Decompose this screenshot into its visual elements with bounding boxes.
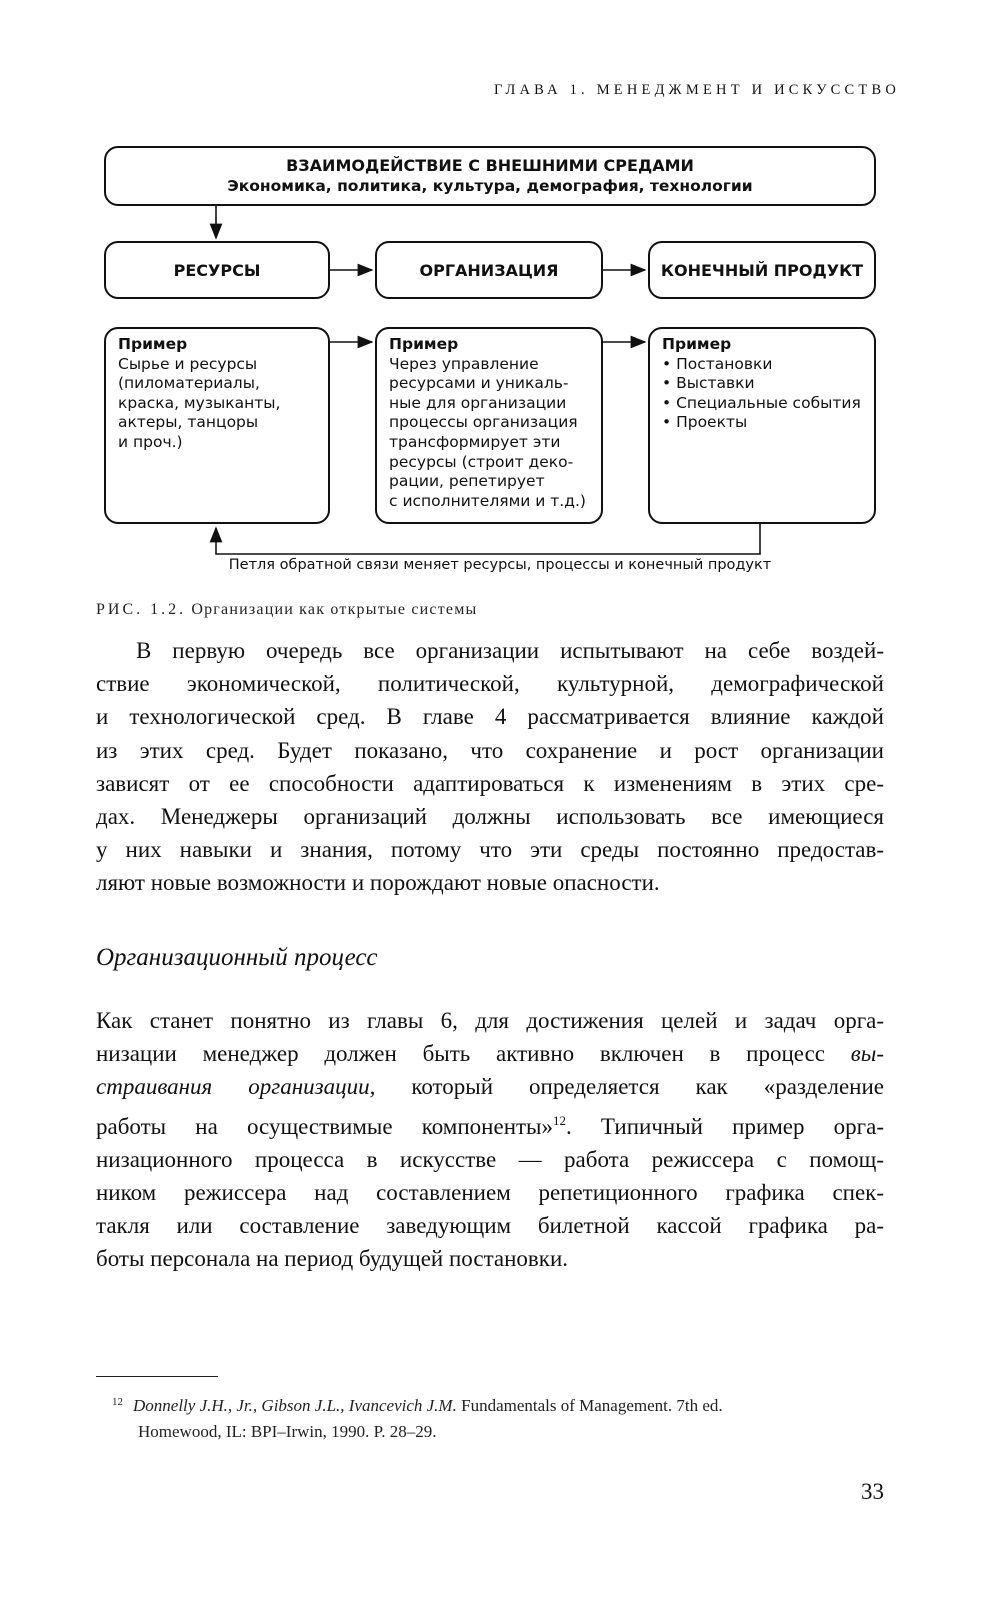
example-line: • Специальные события — [662, 393, 861, 412]
example-line: актеры, танцоры — [118, 413, 259, 432]
figure-caption — [96, 601, 477, 619]
text-line: дах. Менеджеры организаций должны использовать все имеющиеся — [96, 804, 884, 830]
example-title: Пример — [662, 335, 732, 353]
footnote-number: 12 — [112, 1396, 123, 1408]
text-line: низационного процесса в искусстве — работа режиссера с помощ- — [96, 1146, 884, 1172]
example-box-product — [648, 327, 876, 524]
example-line: краска, музыканты, — [118, 393, 281, 412]
footnote — [112, 1389, 887, 1445]
text-line: В первую очередь все организации испытывают на себе воздей- — [136, 638, 884, 663]
text-run: низации менеджер должен быть активно включен в процесс — [96, 1041, 825, 1067]
example-line: • Постановки — [662, 354, 773, 373]
text-line: из этих сред. Будет показано, что сохранение и рост организации — [96, 737, 884, 763]
text-line: ляют новые возможности и порождают новые опасности. — [96, 870, 660, 896]
example-line: (пиломатериалы, — [118, 374, 260, 393]
footnote-reference[interactable]: 12 — [553, 1112, 567, 1128]
text-run: . Типичный пример орга- — [566, 1113, 884, 1139]
example-line: трансформирует эти — [389, 432, 561, 451]
open-systems-diagram — [0, 0, 1000, 600]
paragraph-environments — [96, 634, 884, 900]
example-box-organization — [375, 327, 603, 524]
stage-heading-organization: ОРГАНИЗАЦИЯ — [375, 241, 603, 299]
example-line: ресурсы (строит деко- — [389, 452, 574, 471]
example-line: Через управление — [389, 354, 539, 373]
feedback-loop-label: Петля обратной связи меняет ресурсы, процессы и конечный продукт — [228, 557, 772, 573]
emphasis-run: вы- — [850, 1041, 884, 1067]
example-line: ные для организации — [389, 393, 567, 412]
footnote-authors: Donnelly J.H., Jr., Gibson J.L., Ivancevich J.M. — [133, 1396, 457, 1415]
example-line: • Проекты — [662, 413, 748, 432]
text-line: Как станет понятно из главы 6, для достижения целей и задач орга- — [96, 1008, 884, 1033]
example-line: процессы организация — [389, 413, 578, 432]
footnote-rule — [96, 1376, 218, 1377]
text-line: у них навыки и знания, потому что эти среды постоянно предостав- — [96, 837, 884, 863]
text-line: и технологической сред. В главе 4 рассматривается влияние каждой — [96, 704, 884, 730]
text-line: боты персонала на период будущей постановки. — [96, 1246, 569, 1272]
footnote-line — [112, 1396, 723, 1415]
stage-heading-product: КОНЕЧНЫЙ ПРОДУКТ — [648, 241, 876, 299]
figure-caption-label: РИС. 1.2. — [96, 601, 187, 618]
example-title: Пример — [389, 335, 459, 353]
footnote-title: Fundamentals of Management. 7th ed. — [461, 1396, 723, 1415]
example-title: Пример — [118, 335, 188, 353]
stage-heading-resources: РЕСУРСЫ — [104, 241, 330, 299]
text-line: такля или составление заведующим билетной кассой графика ра- — [96, 1213, 884, 1239]
example-line: • Выставки — [662, 374, 755, 393]
text-line — [96, 1104, 884, 1143]
footnote-imprint: Homewood, IL: BPI–Irwin, 1990. P. 28–29. — [138, 1422, 437, 1441]
environment-box — [104, 146, 876, 206]
text-line: ником режиссера над составлением репетиционного графика спек- — [96, 1180, 884, 1206]
example-box-resources — [104, 327, 330, 524]
example-line: с исполнителями и т.д.) — [389, 491, 586, 510]
text-line: ствие экономической, политической, культурной, демографической — [96, 671, 884, 697]
example-line: Сырье и ресурсы — [118, 354, 258, 373]
text-line — [96, 1037, 884, 1070]
text-line — [96, 1070, 884, 1103]
example-line: и проч.) — [118, 432, 183, 451]
example-line: рации, репетирует — [389, 472, 545, 491]
text-run: работы на осуществимые компоненты» — [96, 1113, 554, 1139]
paragraph-organizing-process — [96, 1004, 884, 1276]
running-head: ГЛАВА 1. МЕНЕДЖМЕНТ И ИСКУССТВО — [493, 82, 900, 98]
text-run: который определяется как «разделение — [411, 1074, 885, 1100]
figure-caption-text: Организации как открытые системы — [191, 601, 478, 618]
text-line: зависят от ее способности адаптироваться к изменениям в этих сре- — [96, 770, 884, 796]
emphasis-run: страивания организации, — [96, 1074, 376, 1100]
example-line: ресурсами и уникаль- — [389, 374, 569, 393]
environment-title: ВЗАИМОДЕЙСТВИЕ С ВНЕШНИМИ СРЕДАМИ — [286, 156, 694, 175]
feedback-loop-line — [216, 524, 760, 554]
section-heading: Организационный процесс — [96, 944, 378, 971]
environment-subtitle: Экономика, политика, культура, демография, технологии — [227, 177, 753, 195]
page-number: 33 — [861, 1479, 884, 1504]
